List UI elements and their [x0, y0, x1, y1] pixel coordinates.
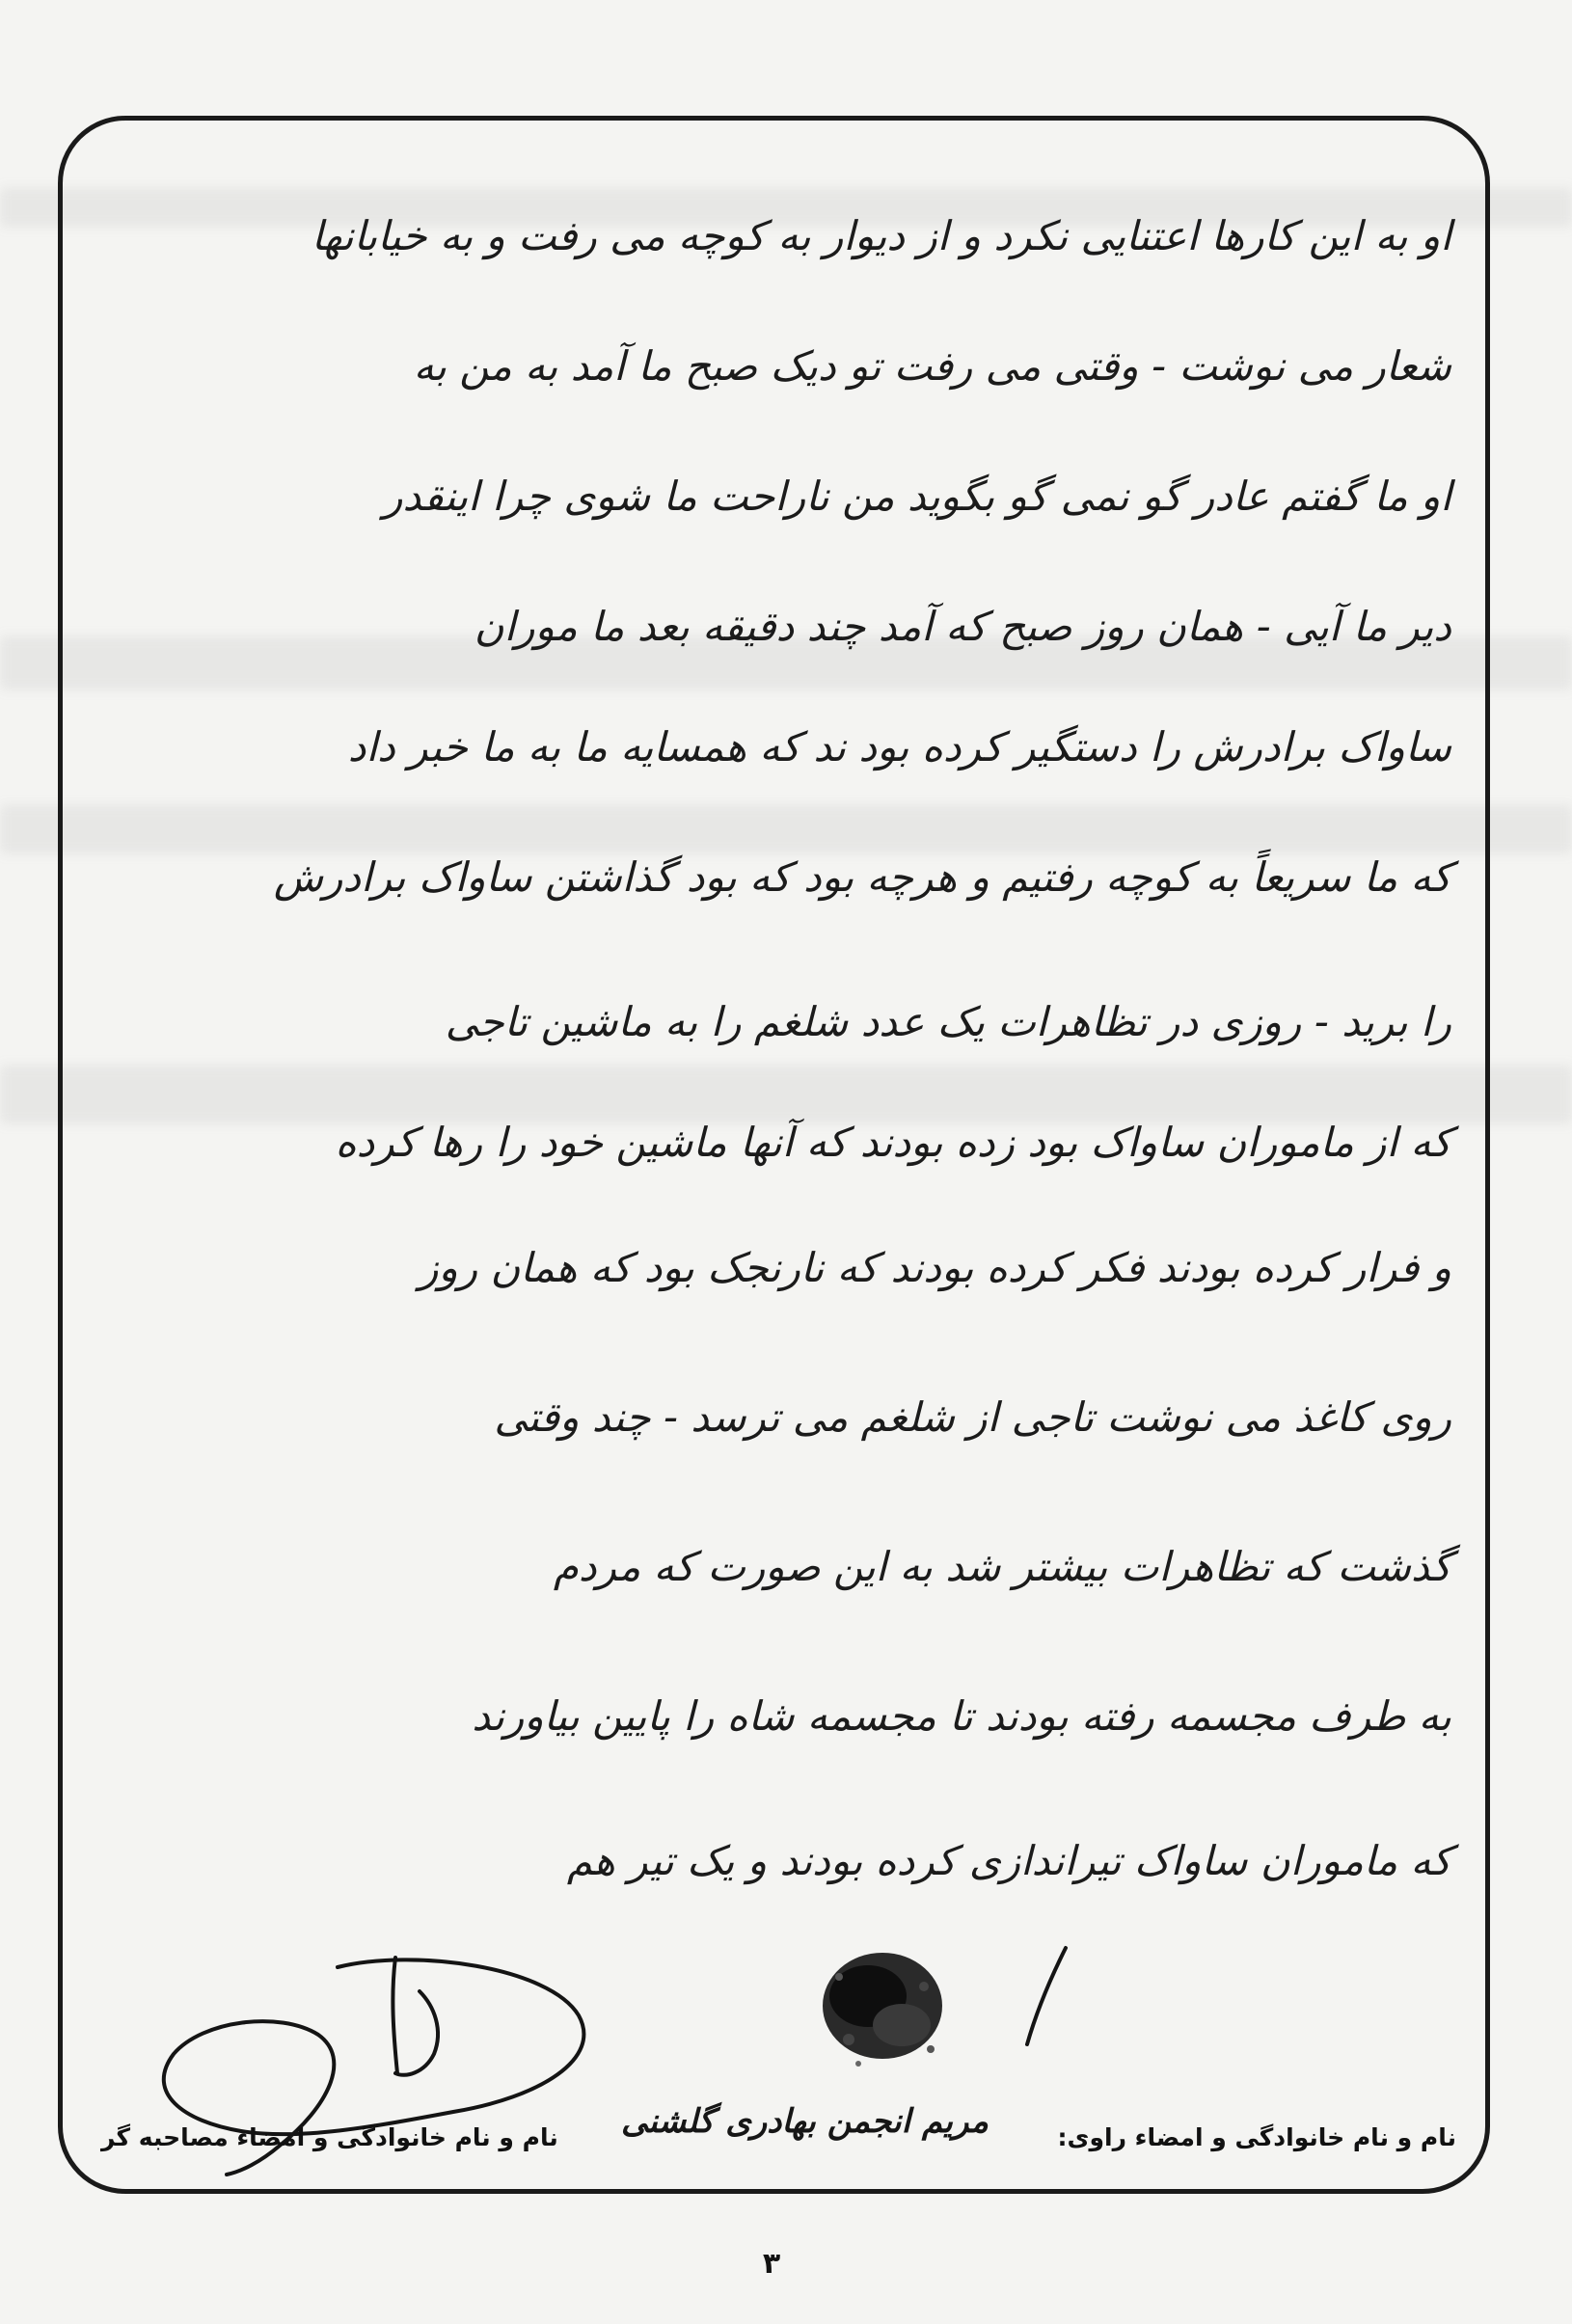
narrator-signature-label: نام و نام خانوادگی و امضاء راوی: — [1057, 2123, 1456, 2151]
handwritten-line: او ما گفتم عادر گو نمی گو بگوید من ناراحت ما شوی چرا اینقدر — [383, 473, 1451, 520]
handwritten-line: دیر ما آیی - همان روز صبح که آمد چند دقیقه بعد ما موران — [474, 603, 1451, 650]
handwritten-line: شعار می نوشت - وقتی می رفت تو دیک صبح ما آمد به من به — [413, 342, 1451, 390]
handwritten-line: که ماموران ساواک تیراندازی کرده بودند و یک تیر هم — [566, 1837, 1451, 1884]
fingerprint-mark — [823, 1953, 942, 2067]
handwritten-line: را برید - روزی در تظاهرات یک عدد شلغم را به ماشین تاجی — [445, 998, 1451, 1045]
handwritten-line: ساواک برادرش را دستگیر کرده بود ند که همسایه ما به ما خبر داد — [347, 723, 1451, 770]
interviewer-signature-label: نام و نام خانوادگی و امضاء مصاحبه گر — [101, 2123, 558, 2151]
page-number: ۳ — [762, 2247, 781, 2281]
handwritten-line: که ما سریعاً به کوچه رفتیم و هرچه بود که بود گذاشتن ساواک برادرش — [273, 853, 1451, 901]
handwritten-line: و فرار کرده بودند فکر کرده بودند که نارنجک بود که همان روز — [419, 1244, 1451, 1291]
handwritten-line: او به این کارها اعتنایی نکرد و از دیوار به کوچه می رفت و به خیابانها — [311, 212, 1451, 259]
handwritten-line: که از ماموران ساواک بود زده بودند که آنها ماشین خود را رها کرده — [335, 1119, 1451, 1166]
signature-area — [87, 1938, 1456, 2179]
narrator-name: مریم انجمن بهادری گلشنی — [620, 2102, 989, 2141]
handwritten-line: به طرف مجسمه رفته بودند تا مجسمه شاه را پایین بیاورند — [472, 1692, 1451, 1740]
narrator-signature-stroke — [1027, 1948, 1066, 2044]
handwritten-line: روی کاغذ می نوشت تاجی از شلغم می ترسد - چند وقتی — [494, 1393, 1451, 1441]
handwritten-line: گذشت که تظاهرات بیشتر شد به این صورت که مردم — [553, 1543, 1451, 1590]
